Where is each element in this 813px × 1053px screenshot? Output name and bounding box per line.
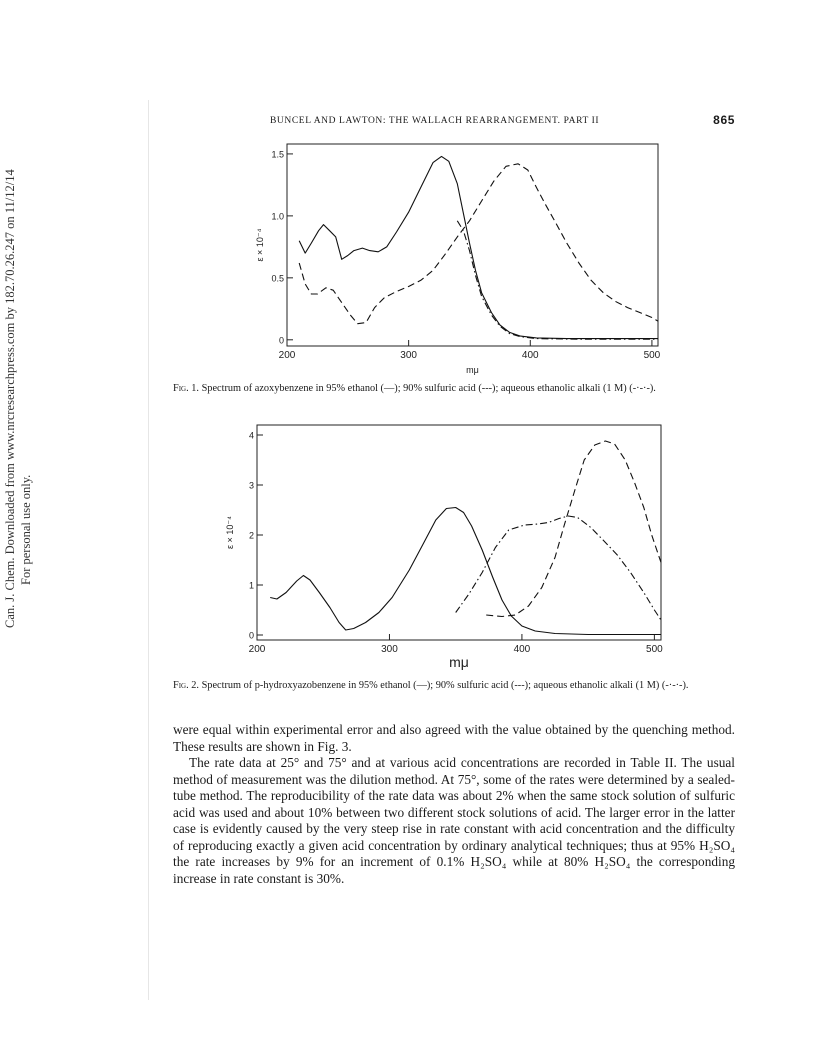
- fig2-x-tick-label: 400: [513, 644, 531, 655]
- figure-1-svg: [240, 138, 680, 378]
- paragraph-1: were equal within experimental error and also agreed with the value obtained by the quenching method. These results are shown in Fig. 3.: [173, 722, 735, 754]
- download-watermark: [0, 169, 60, 630]
- fig2-y-tick-label: 0: [248, 630, 254, 641]
- running-header: [270, 113, 735, 131]
- fig1-y-tick-label: 0: [278, 335, 284, 346]
- fig1-y-tick-label: 1.5: [271, 149, 284, 160]
- fig1-x-tick-label: 400: [521, 350, 539, 361]
- figure-1-chart: [240, 138, 680, 378]
- figure-2-chart: [225, 418, 680, 678]
- fig2-y-tick-label: 4: [248, 430, 254, 441]
- download-watermark-line1: Can. J. Chem. Downloaded from www.nrcresearchpress.com by 182.70.26.247 on 11/12/14: [3, 169, 17, 628]
- page-number: 865: [713, 113, 735, 127]
- body-text: [173, 722, 735, 887]
- margin-rule: [148, 100, 149, 1000]
- fig2-y-axis-label: ε × 10⁻⁴: [225, 516, 235, 549]
- fig2-y-tick-label: 1: [248, 580, 254, 591]
- figure-1-caption-label: Fig. 1.: [173, 383, 199, 394]
- fig2-x-tick-label: 200: [248, 644, 266, 655]
- figure-2-caption: [173, 680, 734, 692]
- figure-1-caption: [173, 383, 734, 395]
- fig2-series-solid-line: [270, 508, 661, 635]
- fig1-y-axis-label: ε × 10⁻⁴: [255, 228, 265, 262]
- fig1-x-tick-label: 200: [278, 350, 296, 361]
- download-watermark-svg: [0, 169, 60, 630]
- download-watermark-line2: For personal use only.: [19, 474, 33, 585]
- fig2-x-tick-label: 500: [646, 644, 663, 655]
- fig2-series-dashdot-line: [456, 516, 661, 620]
- fig1-x-tick-label: 300: [400, 350, 417, 361]
- fig2-y-tick-label: 2: [248, 530, 254, 541]
- fig1-y-tick-label: 0.5: [271, 273, 284, 284]
- figure-2-caption-label: Fig. 2.: [173, 680, 199, 691]
- fig1-y-tick-label: 1.0: [271, 211, 284, 222]
- fig2-y-tick-label: 3: [248, 480, 254, 491]
- figure-1-caption-text: Spectrum of azoxybenzene in 95% ethanol (—); 90% sulfuric acid (---); aqueous ethanolic alkali (1 M) (-·-·-).: [201, 383, 656, 394]
- fig1-x-axis-label: mμ: [466, 365, 479, 375]
- fig1-series-dashdot-line: [457, 221, 658, 339]
- fig1-series-solid-line: [299, 156, 658, 338]
- fig2-x-tick-label: 300: [381, 644, 398, 655]
- fig1-series-dashed-line: [299, 164, 658, 324]
- fig2-x-axis-label: mμ: [449, 654, 469, 670]
- fig1-plot-frame: [287, 144, 658, 346]
- paragraph-2: The rate data at 25° and 75° and at various acid concentrations are recorded in Table II. The usual method of measurement was the dilution method. At 75°, some of the rates were determined by a sealed-tube method. The reproducibility of the rate data was about 2% when the same stock solution of sulfuric acid was used and about 10% between two different stock solutions of acid. The larger error in the latter case is evidently caused by the very steep rise in rate constant with acid concentration and the difficulty of reproducing exactly a given acid concentration by ordinary analytical techniques; thus at 95% H₂SO₄ the rate increases by 9% for an increment of 0.1% H₂SO₄ while at 80% H₂SO₄ the corresponding increase in rate constant is 30%.: [173, 755, 735, 886]
- fig1-x-tick-label: 500: [643, 350, 661, 361]
- figure-2-svg: [225, 418, 680, 678]
- running-title: BUNCEL AND LAWTON: THE WALLACH REARRANGEMENT. PART II: [270, 116, 600, 126]
- figure-2-caption-text: Spectrum of p-hydroxyazobenzene in 95% ethanol (—); 90% sulfuric acid (---); aqueous ethanolic alkali (1 M) (-·-·-).: [201, 680, 689, 691]
